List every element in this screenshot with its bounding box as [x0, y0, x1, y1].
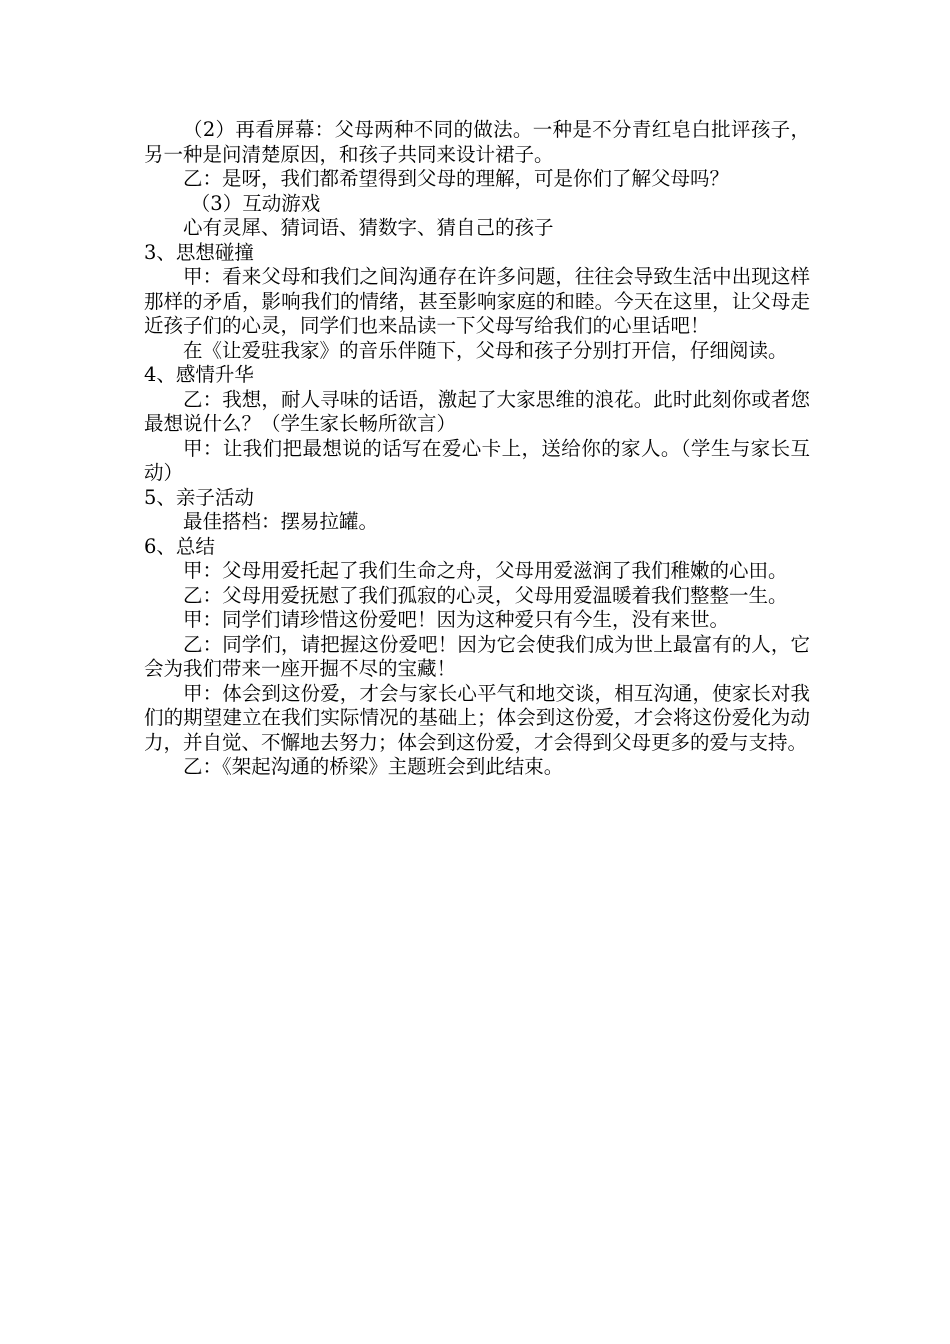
paragraph-yi-summary-1: 乙：父母用爱抚慰了我们孤寂的心灵，父母用爱温暖着我们整整一生。	[183, 583, 788, 607]
section-heading-5: 5、亲子活动	[144, 485, 254, 509]
paragraph-closing: 乙：《架起沟通的桥梁》主题班会到此结束。	[183, 755, 564, 778]
paragraph-yi-thoughts: 乙：我想，耐人寻味的话语，激起了大家思维的浪花。此时此刻你或者您最想说什么？（学生家长畅所欲言）	[144, 387, 810, 435]
paragraph-interactive-game: （3）互动游戏	[190, 191, 321, 215]
paragraph-reading-letters: 在《让爱驻我家》的音乐伴随下，父母和孩子分别打开信，仔细阅读。	[183, 338, 788, 362]
paragraph-jia-communication: 甲：看来父母和我们之间沟通存在许多问题，往往会导致生活中出现这样那样的矛盾，影响我们的情绪，甚至影响家庭的和睦。今天在这里，让父母走近孩子们的心灵，同学们也来品读一下父母写给我们的心里话吧！	[144, 265, 810, 337]
document-body	[144, 118, 810, 780]
paragraph-best-partner: 最佳搭档：摆易拉罐。	[183, 510, 379, 533]
paragraph-yi-understanding: 乙：是呀，我们都希望得到父母的理解，可是你们了解父母吗？	[183, 167, 730, 190]
paragraph-jia-summary-2: 甲：同学们请珍惜这份爱吧！因为这种爱只有今生，没有来世。	[183, 608, 730, 631]
paragraph-jia-summary-1: 甲：父母用爱托起了我们生命之舟，父母用爱滋润了我们稚嫩的心田。	[183, 559, 788, 582]
paragraph-jia-summary-3: 甲：体会到这份爱，才会与家长心平气和地交谈，相互沟通，使家长对我们的期望建立在我们实际情况的基础上；体会到这份爱，才会将这份爱化为动力，并自觉、不懈地去努力；体会到这份爱，才会得到父母更多的爱与支持。	[144, 681, 810, 754]
section-heading-6: 6、总结	[144, 534, 215, 558]
paragraph-jia-love-card: 甲：让我们把最想说的话写在爱心卡上，送给你的家人。（学生与家长互动）	[144, 436, 810, 484]
paragraph-screen-review: （2）再看屏幕：父母两种不同的做法。一种是不分青红皂白批评孩子，另一种是问清楚原因，和孩子共同来设计裙子。	[144, 118, 810, 166]
paragraph-yi-summary-2: 乙：同学们，请把握这份爱吧！因为它会使我们成为世上最富有的人，它会为我们带来一座开掘不尽的宝藏！	[144, 632, 810, 680]
paragraph-game-list: 心有灵犀、猜词语、猜数字、猜自己的孩子	[183, 216, 554, 239]
section-heading-3: 3、思想碰撞	[144, 240, 254, 264]
section-heading-4: 4、感情升华	[144, 363, 254, 386]
